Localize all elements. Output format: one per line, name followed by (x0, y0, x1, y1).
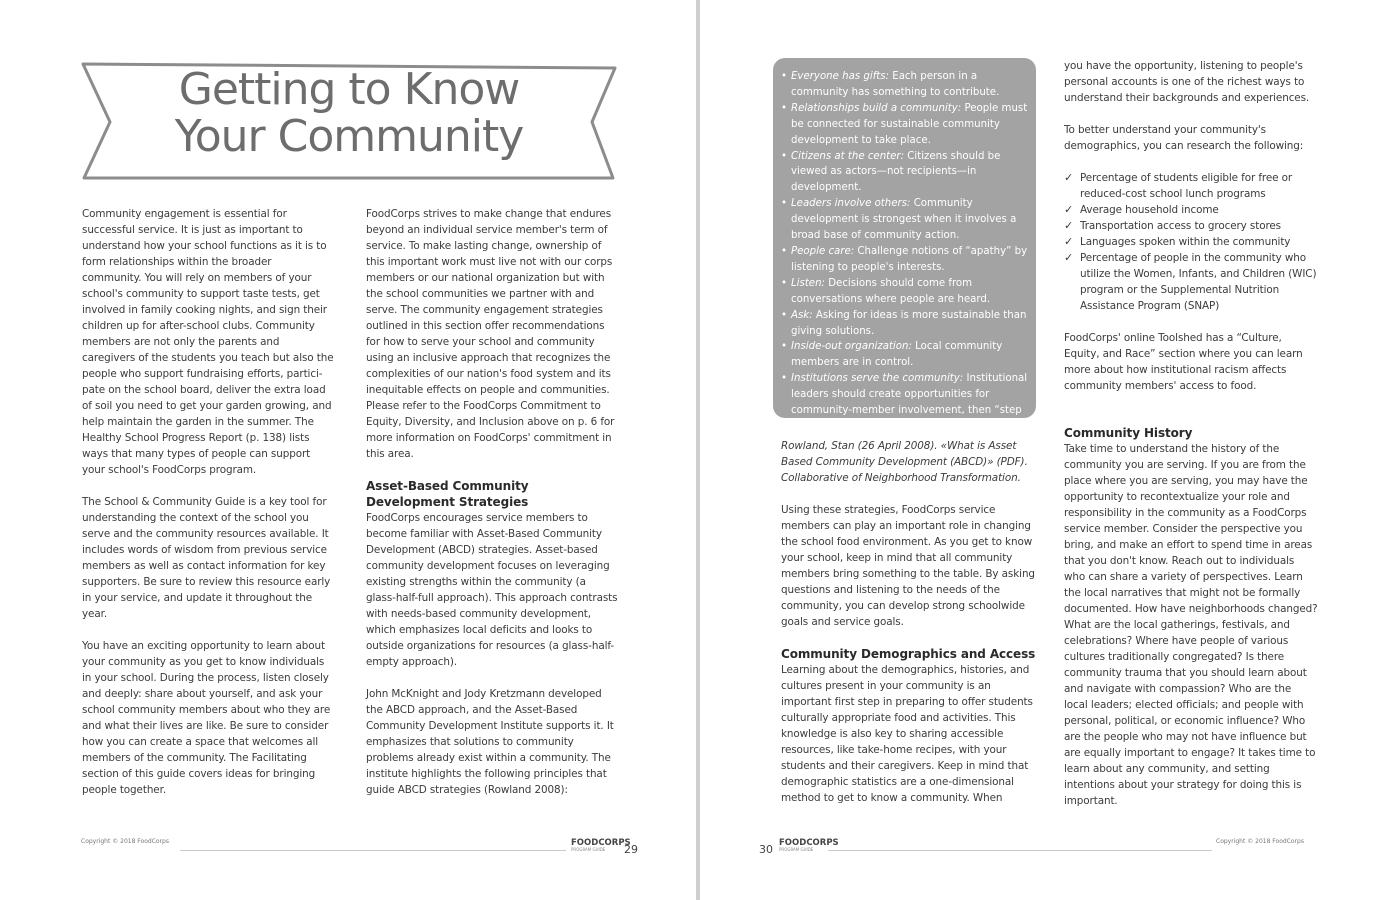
principle-text: Decisions should come from conversations where people are heard. (791, 277, 991, 305)
right-page (700, 0, 1396, 900)
principle-term: Institutions serve the community: (791, 373, 964, 385)
principle-item (781, 69, 1028, 101)
logo-text: FOODCORPS (571, 838, 631, 848)
paragraph: To better understand your community's demographics, you can research the following: (1064, 124, 1304, 152)
title-line-1: Getting to Know (178, 64, 520, 115)
principle-text: Each person in a community has something to contribute. (791, 71, 1000, 98)
paragraph: Community engagement is essential for successful service. It is just as important to understand how your school functions as it is to form relationships within the broader community. You will rely on members of your school's community to support taste tests, get involved in family cooking nights, and sign their children up for after-school clubs. Community members are not only the parents and caregivers of the students you teach but also the people who support fundraising efforts, participate on the school board, deliver the extra load of soil you need to get your garden growing, and help maintain the garden in the summer. The Healthy School Progress Report (p. 138) lists ways that many types of people can support your school's FoodCorps program. (82, 208, 334, 476)
principle-term: Inside-out organization: (791, 341, 912, 353)
page-title (80, 66, 618, 160)
left-page (0, 0, 696, 900)
right-column-2 (1064, 58, 1318, 825)
principles-list (773, 58, 1036, 435)
section-heading: Community Demographics and Access (781, 647, 1036, 661)
page-number: 29 (624, 843, 638, 856)
paragraph: Learning about the demographics, histories, and cultures present in your community is an important first step in preparing to offer students culturally appropriate food and activities. This knowledge is also key to sharing accessible resources, like take-home recipes, with your students and their caregivers. Keep in mind that demographic statistics are a one-dimensional method to get to know a community. When (781, 664, 1033, 804)
principle-term: Ask: (791, 309, 813, 321)
checklist-item: ✓ Percentage of students eligible for free or reduced-cost school lunch programs (1064, 170, 1318, 202)
logo-text: FOODCORPS (779, 838, 839, 848)
paragraph: FoodCorps' online Toolshed has a “Culture, Equity, and Race” section where you can learn more about how institutional racism affects community members' access to food. (1064, 332, 1303, 392)
principle-item (781, 308, 1028, 340)
principle-text: Challenge notions of “apathy” by listening to people's interests. (791, 245, 1028, 273)
footer-copyright: Copyright © 2018 FoodCorps (1216, 838, 1304, 845)
principle-item (781, 196, 1028, 244)
section-heading: Asset-Based Community Development Strategies (366, 479, 529, 509)
principle-item (781, 339, 1028, 371)
page-number: 30 (759, 843, 773, 856)
footer-rule (180, 850, 566, 851)
paragraph: Take time to understand the history of the community you are serving. If you are from the place where you are serving, you may have the opportunity to recontextualize your role and responsibility in the community as a FoodCorps service member. Consider the perspective you bring, and make an effort to spend time in areas that you don't know. Reach out to individuals who can share a variety of perspectives. Learn the local narratives that might not be formally documented. How have neighborhoods changed? What are the local gatherings, festivals, and celebrations? Where have people of various cultures traditionally congregated? Is there community trauma that you should learn about and navigate with compassion? Who are the local leaders; elected officials; and people with personal, political, or economic influence? Who are the people who may not have influence but are equally important to engage? It takes time to learn about any community, and setting intentions about your strategy for doing this is important. (1064, 443, 1318, 807)
paragraph: you have the opportunity, listening to people's personal accounts is one of the richest ways to understand their backgrounds and experiences. (1064, 60, 1310, 104)
demographics-checklist (1064, 170, 1318, 314)
logo-subtitle: PROGRAM GUIDE (571, 847, 606, 852)
principle-term: Leaders involve others: (791, 198, 911, 210)
checklist-item: ✓ Transportation access to grocery stores (1064, 218, 1318, 234)
checklist-item: ✓ Average household income (1064, 202, 1318, 218)
right-column-1 (781, 438, 1037, 822)
principle-text: Citizens should be viewed as actors—not recipients—in development. (791, 150, 1001, 194)
principle-term: Citizens at the center: (791, 150, 905, 162)
principle-term: Everyone has gifts: (791, 71, 890, 82)
paragraph: FoodCorps encourages service members to become familiar with Asset-Based Community Development (ABCD) strategies. Asset-based community development focuses on leveraging existing strengths within the community (a glass-half-full approach). This approach contrasts with needs-based community development, which emphasizes local deficits and looks to outside organizations for resources (a glass-half-empty approach). (366, 512, 618, 668)
paragraph: Using these strategies, FoodCorps service members can play an important role in changing the school food environment. As you get to know your school, keep in mind that all community members bring something to the table. By asking questions and listening to the needs of the community, you can develop strong schoolwide goals and service goals. (781, 504, 1035, 628)
paragraph: John McKnight and Jody Kretzmann developed the ABCD approach, and the Asset-Based Community Development Institute supports it. It emphasizes that solutions to community problems already exist within a community. The institute highlights the following principles that guide ABCD strategies (Rowland 2008): (366, 688, 614, 796)
principle-term: Listen: (791, 277, 825, 289)
section-heading: Community History (1064, 426, 1193, 440)
principle-text: Asking for ideas is more sustainable than giving solutions. (791, 309, 1027, 337)
principle-text: Institutional leaders should create opportunities for community-member involvement, then “step back.” (791, 373, 1028, 432)
title-line-2: Your Community (174, 111, 524, 162)
principle-text: Community development is strongest when it involves a broad base of community action. (791, 198, 1017, 242)
principle-item (781, 276, 1028, 308)
principle-term: Relationships build a community: (791, 102, 962, 114)
principle-item (781, 244, 1028, 276)
paragraph: FoodCorps strives to make change that endures beyond an individual service member's term of service. To make lasting change, ownership of this important work must live not with our corps members or our national organization but with the school communities we partner with and serve. The community engagement strategies outlined in this section offer recommendations for how to serve your school and community using an inclusive approach that recognizes the complexities of our nation's food system and its inequitable effects on people and communities. Please refer to the FoodCorps Commitment to Equity, Diversity, and Inclusion above on p. 6 for more information on FoodCorps' commitment in this area. (366, 208, 615, 460)
left-column-1 (82, 206, 334, 814)
paragraph: The School & Community Guide is a key tool for understanding the context of the school you serve and the community resources available. It includes words of wisdom from previous service members as well as contact information for key supporters. Be sure to review this resource early in your service, and update it throughout the year. (82, 496, 331, 620)
logo-subtitle: PROGRAM GUIDE (779, 847, 814, 852)
checklist-item: ✓ Languages spoken within the community (1064, 234, 1318, 250)
foodcorps-logo (571, 839, 631, 852)
left-column-2 (366, 206, 618, 814)
title-banner (80, 60, 618, 184)
footer-rule (828, 850, 1212, 851)
principles-box (773, 58, 1036, 432)
principle-item (781, 101, 1028, 149)
checklist-item: ✓ Percentage of people in the community who utilize the Women, Infants, and Children (WIC) program or the Supplemental Nutrition Assistance Program (SNAP) (1064, 250, 1318, 314)
principle-text: Local community members are in control. (791, 341, 1003, 369)
citation: Rowland, Stan (26 April 2008). «What is Asset Based Community Development (ABCD)» (PDF). Collaborative of Neighborhood Transformation. (781, 440, 1028, 484)
principle-item (781, 149, 1028, 197)
principle-item (781, 371, 1028, 435)
paragraph: You have an exciting opportunity to learn about your community as you get to know individuals in your school. During the process, listen closely and deeply: share about yourself, and ask your school community members about who they are and what their lives are like. Be sure to consider how you can create a space that welcomes all members of the community. The Facilitating section of this guide covers ideas for bringing people together. (82, 640, 331, 796)
principle-text: People must be connected for sustainable community development to take place. (791, 102, 1028, 146)
footer-copyright: Copyright © 2018 FoodCorps (81, 838, 169, 845)
principle-term: People care: (791, 245, 855, 257)
